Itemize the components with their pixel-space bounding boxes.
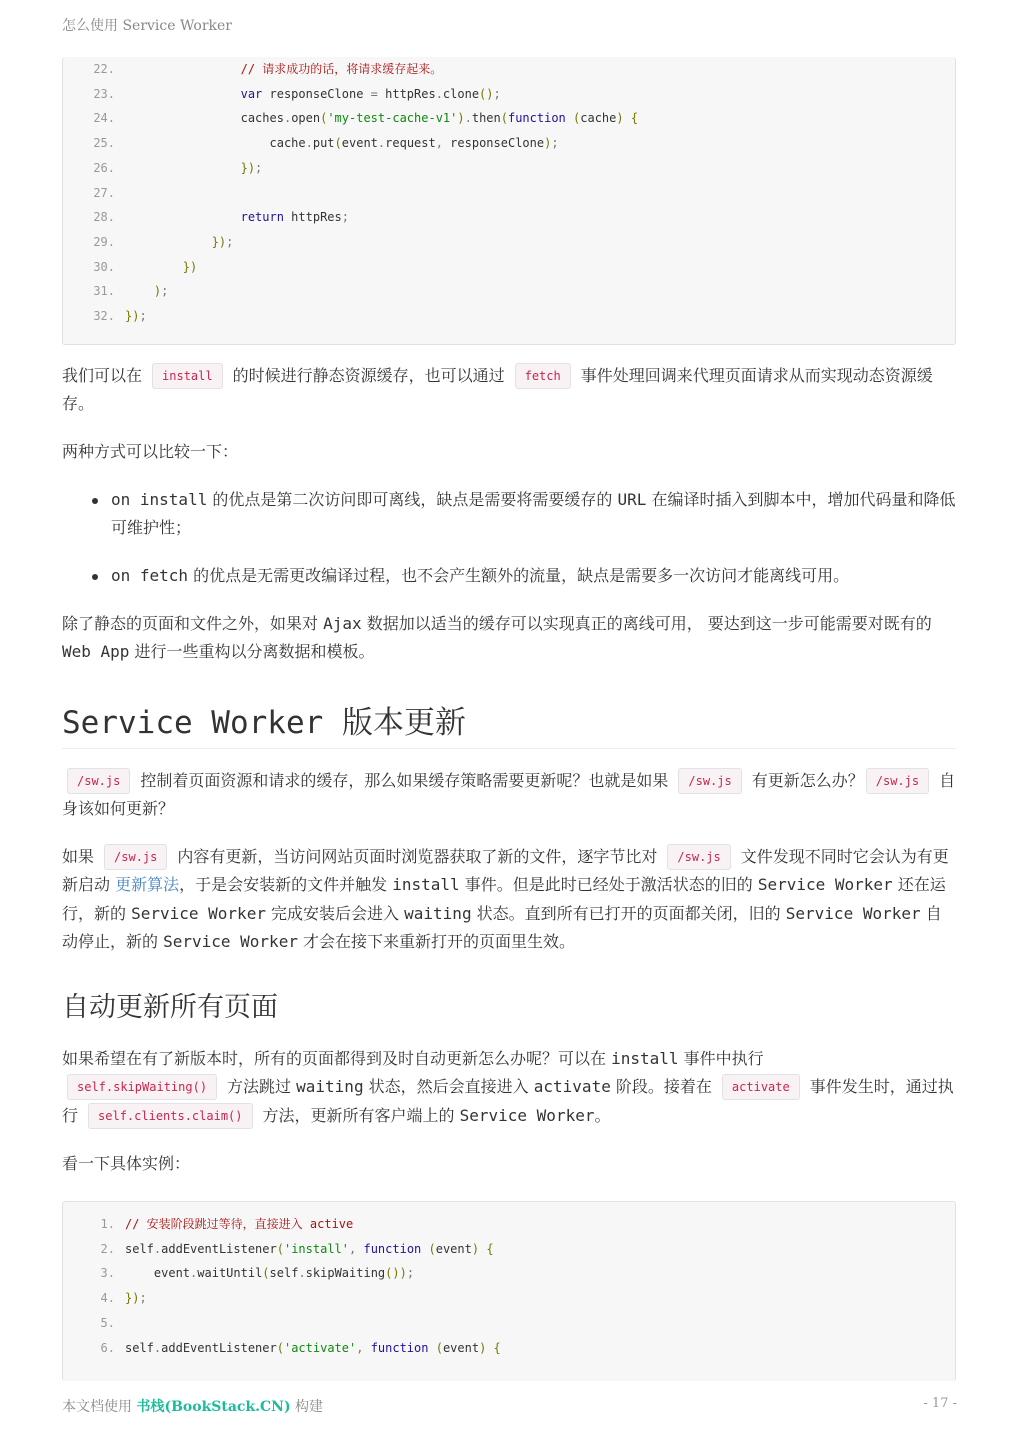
text: 事件中执行 xyxy=(678,1049,764,1068)
text: 我们可以在 xyxy=(62,366,143,385)
code-line xyxy=(63,230,233,255)
text: 阶段。接着在 xyxy=(610,1077,712,1097)
section-heading: Service Worker 版本更新 xyxy=(62,705,466,741)
text: 的时候进行静态资源缓存，也可以通过 xyxy=(232,366,505,385)
text: 事件处理回调来代理页面请求从而实现动态资源缓存。 xyxy=(62,366,933,414)
text: install xyxy=(392,875,460,895)
code-line xyxy=(63,1261,414,1286)
page-footer xyxy=(62,1396,323,1416)
paragraph-install-fetch xyxy=(62,362,956,419)
text: on fetch xyxy=(111,565,189,585)
line-number: 27. xyxy=(93,185,115,200)
line-number: 4. xyxy=(100,1291,115,1306)
line-number: 31. xyxy=(93,284,115,299)
code-block xyxy=(62,1201,956,1381)
text: 方法跳过 xyxy=(227,1077,297,1097)
line-number: 5. xyxy=(100,1315,115,1330)
bullet-icon xyxy=(92,574,98,580)
line-number: 30. xyxy=(93,259,115,274)
text: 两种方式可以比较一下： xyxy=(62,442,239,461)
inline-code: install xyxy=(152,363,223,389)
code-text: self.addEventListener('install', function (event) { xyxy=(125,1241,494,1256)
line-number: 6. xyxy=(100,1340,115,1355)
code-text: event.waitUntil(self.skipWaiting()); xyxy=(153,1266,415,1281)
paragraph-ajax xyxy=(62,610,956,667)
inline-code: self.skipWaiting() xyxy=(67,1074,217,1100)
brand-link[interactable]: 书栈(BookStack.CN) xyxy=(136,1399,291,1415)
text: 在编译时插入到脚本中，增加代码量和降低可维护性； xyxy=(111,490,956,538)
code-text: }) xyxy=(182,259,198,274)
list-item xyxy=(62,486,956,543)
paragraph-update xyxy=(62,843,956,957)
text: Service Worker xyxy=(757,875,893,895)
text: URL xyxy=(617,490,647,509)
code-line xyxy=(63,106,638,131)
text: 状态，然后会直接进入 xyxy=(363,1077,534,1097)
inline-code: /sw.js xyxy=(67,768,130,794)
code-text: // 请求成功的话，将请求缓存起来。 xyxy=(240,62,443,76)
code-text: }); xyxy=(125,1291,147,1306)
code-line xyxy=(63,1237,494,1262)
inline-code: /sw.js xyxy=(667,844,730,870)
code-line xyxy=(63,304,147,329)
line-number: 32. xyxy=(93,309,115,323)
inline-code: /sw.js xyxy=(104,844,167,870)
text: install xyxy=(611,1049,679,1068)
line-number: 3. xyxy=(100,1266,115,1281)
text: 的优点是第二次访问即可离线，缺点是需要将需要缓存的 xyxy=(207,490,618,509)
text: 完成安装后会进入 xyxy=(265,903,405,923)
list-item xyxy=(62,562,956,590)
code-text: cache.put(event.request, responseClone); xyxy=(269,136,559,151)
line-number: 28. xyxy=(93,210,115,225)
text: 进行一些重构以分离数据和模板。 xyxy=(129,642,375,662)
code-line xyxy=(63,1286,147,1311)
line-number: 23. xyxy=(93,86,115,101)
line-number: 1. xyxy=(100,1217,115,1231)
comparison-list xyxy=(62,486,956,590)
code-text: }); xyxy=(211,234,234,249)
text: 如果 xyxy=(62,847,95,866)
code-line xyxy=(63,57,442,82)
text: 方法，更新所有客户端上的 xyxy=(262,1105,460,1125)
text: Service Worker xyxy=(459,1105,595,1125)
text: 事件。但是此时已经处于激活状态的旧的 xyxy=(459,875,758,895)
text: 数据加以适当的缓存可以实现真正的离线可用， 要达到这一步可能需要对既有的 xyxy=(361,614,932,633)
paragraph-skipwaiting xyxy=(62,1045,956,1130)
text: 。 xyxy=(594,1105,611,1125)
line-number: 24. xyxy=(93,111,115,126)
text: 状态。直到所有已打开的页面都关闭，旧的 xyxy=(471,903,786,923)
code-block xyxy=(62,57,956,345)
text: 还在运行，新的 xyxy=(62,875,946,923)
code-text: var responseClone = httpRes.clone(); xyxy=(240,86,501,101)
code-line xyxy=(63,131,559,156)
text: 自身该如何更新？ xyxy=(62,771,956,819)
line-number: 29. xyxy=(93,234,115,249)
inline-code: fetch xyxy=(515,363,571,389)
page-header: 怎么使用 Service Worker xyxy=(62,18,233,34)
text: 本文档使用 xyxy=(62,1399,137,1415)
text: 自动停止，新的 xyxy=(62,903,942,952)
text: Ajax xyxy=(323,614,362,633)
text: 控制着页面资源和请求的缓存，那么如果缓存策略需要更新呢？也就是如果 xyxy=(140,771,669,790)
code-line xyxy=(63,255,197,280)
text: 才会在接下来重新打开的页面里生效。 xyxy=(297,932,576,952)
text: 如果希望在有了新版本时，所有的页面都得到及时自动更新怎么办呢？可以在 xyxy=(62,1049,612,1068)
paragraph-swjs xyxy=(62,767,956,824)
update-algorithm-link[interactable]: 更新算法 xyxy=(115,875,180,895)
bullet-icon xyxy=(92,498,98,504)
code-line xyxy=(63,156,262,181)
code-line xyxy=(63,279,168,304)
inline-code: self.clients.claim() xyxy=(88,1103,253,1129)
divider xyxy=(62,748,956,749)
text: Service Worker xyxy=(163,932,298,952)
text: Web App xyxy=(62,642,130,662)
text: Service Worker xyxy=(131,903,266,923)
code-line xyxy=(63,205,349,230)
text: on install xyxy=(111,490,208,509)
line-number: 26. xyxy=(93,160,115,175)
line-number: 22. xyxy=(93,62,115,76)
paragraph-example xyxy=(62,1150,956,1178)
code-text: // 安装阶段跳过等待，直接进入 active xyxy=(125,1217,354,1231)
code-line xyxy=(63,181,125,206)
text: 构建 xyxy=(290,1399,324,1415)
text: activate xyxy=(533,1077,611,1097)
code-line xyxy=(63,82,501,107)
code-line xyxy=(63,1311,125,1336)
text: 有更新怎么办？ xyxy=(751,771,864,790)
page-number: - 17 - xyxy=(923,1396,957,1411)
text: 事件发生时，通过执行 xyxy=(62,1077,954,1125)
code-text: }); xyxy=(125,309,147,323)
inline-code: /sw.js xyxy=(866,768,929,794)
line-number: 25. xyxy=(93,136,115,151)
code-line xyxy=(63,1212,353,1237)
text: ，于是会安装新的文件并触发 xyxy=(179,875,393,895)
code-text: }); xyxy=(240,160,263,175)
text: 的优点是无需更改编译过程，也不会产生额外的流量，缺点是需要多一次访问才能离线可用。 xyxy=(188,565,850,585)
code-text: self.addEventListener('activate', function (event) { xyxy=(125,1340,501,1355)
line-number: 2. xyxy=(100,1241,115,1256)
text: 除了静态的页面和文件之外，如果对 xyxy=(62,614,324,633)
code-text: caches.open('my-test-cache-v1').then(function (cache) { xyxy=(240,111,639,126)
code-text: ); xyxy=(153,284,169,299)
section-subheading: 自动更新所有页面 xyxy=(62,992,278,1023)
text: waiting xyxy=(404,903,472,923)
text: 文件发现不同时它会认为有更新启动 xyxy=(62,847,949,895)
inline-code: activate xyxy=(722,1074,800,1100)
code-line xyxy=(63,1336,501,1361)
text: waiting xyxy=(296,1077,364,1097)
paragraph-compare xyxy=(62,438,956,466)
text: 看一下具体实例： xyxy=(62,1154,191,1173)
code-text: return httpRes; xyxy=(240,210,349,225)
text: Service Worker xyxy=(785,903,921,923)
inline-code: /sw.js xyxy=(678,768,741,794)
text: 内容有更新，当访问网站页面时浏览器获取了新的文件，逐字节比对 xyxy=(177,847,658,866)
